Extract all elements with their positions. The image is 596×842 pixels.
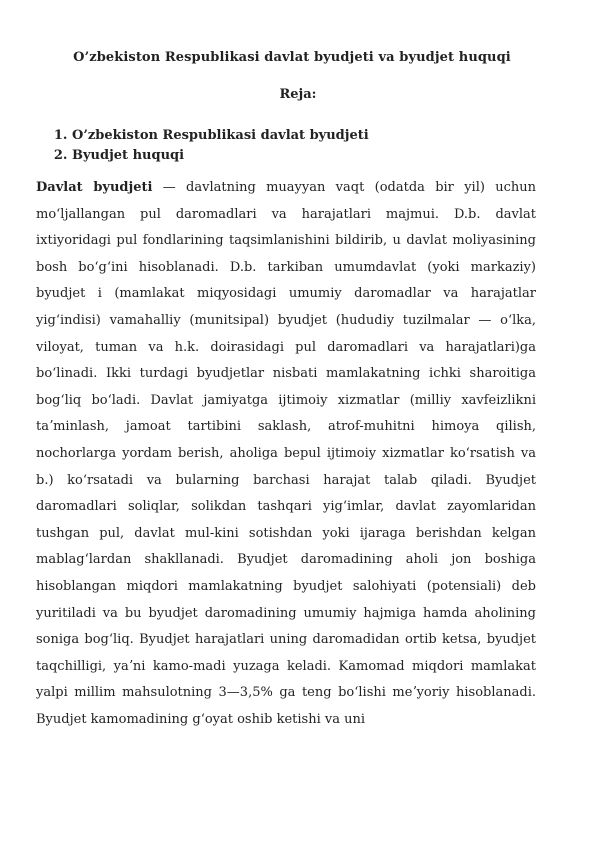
plan-item: 1. O’zbekiston Respublikasi davlat byudjeti <box>72 126 369 146</box>
term-bold: Davlat byudjeti <box>36 180 153 195</box>
plan-list <box>52 126 369 166</box>
body-paragraph <box>36 175 536 733</box>
plan-heading: Reja: <box>279 87 317 102</box>
document-title: O’zbekiston Respublikasi davlat byudjeti va byudjet huquqi <box>73 50 511 65</box>
plan-item: 2. Byudjet huquqi <box>72 146 369 166</box>
body-text: — davlatning muayyan vaqt (odatda bir yil) uchun moʻljallangan pul daromadlari va harajatlari majmui. D.b. davlat ixtiyoridagi pul fondlarining taqsimlanishini bildirib, u davlat moliyasining bosh boʻgʻini hisoblanadi. D.b. tarkiban umumdavlat (yoki markaziy) byudjet i (mamlakat miqyosidagi umumiy daromadlar va harajatlar yigʻindisi) vamahalliy (munitsipal) byudjet (hududiy tuzilmalar — oʻlka, viloyat, tuman va h.k. doirasidagi pul daromadlari va harajatlari)ga boʻlinadi. Ikki turdagi byudjetlar nisbati mamlakatning ichki sharoitiga bogʻliq boʻladi. Davlat jamiyatga ijtimoiy xizmatlar (milliy xavfeizlikni taʼminlash, jamoat tartibini saklash, atrof-muhitni himoya qilish, nochorlarga yordam berish, aholiga bepul ijtimoiy xizmatlar koʻrsatish va b.) koʻrsatadi va bularning barchasi harajat talab qiladi. Byudjet daromadlari soliqlar, solikdan tashqari yigʻimlar, davlat zayomlaridan tushgan pul, davlat mul-kini sotishdan yoki ijaraga berishdan kelgan mablagʻlardan shakllanadi. Byudjet daromadining aholi jon boshiga hisoblangan miqdori mamlakatning byudjet salohiyati (potensiali) deb yuritiladi va bu byudjet daromadining umumiy hajmiga hamda aholining soniga bogʻliq. Byudjet harajatlari uning daromadidan ortib ketsa, byudjet taqchilligi, yaʼni kamo-madi yuzaga keladi. Kamomad miqdori mamlakat yalpi millim mahsulotning 3—3,5% ga teng boʻlishi meʼyoriy hisoblanadi. Byudjet kamomadining gʻoyat oshib ketishi va uni <box>36 180 536 727</box>
